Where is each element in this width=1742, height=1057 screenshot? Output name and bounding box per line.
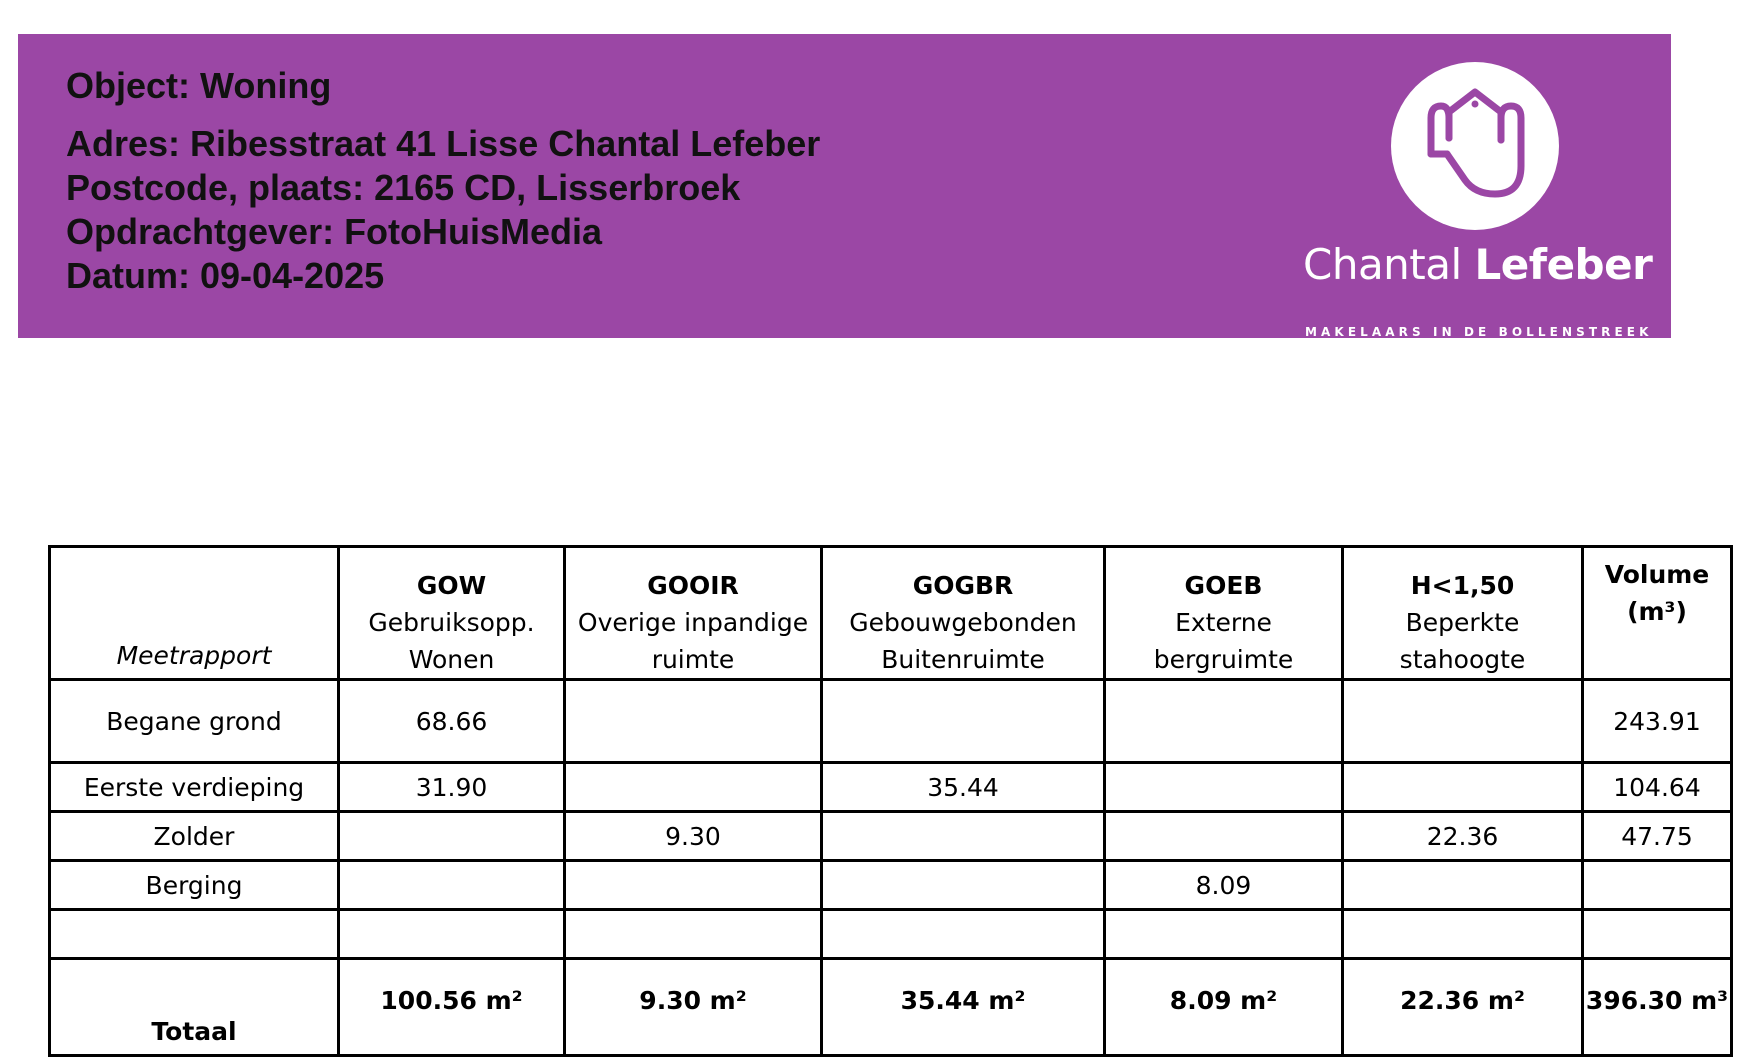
table-cell: 68.66 xyxy=(339,680,565,763)
table-cell xyxy=(1105,812,1343,861)
column-code: Volume xyxy=(1604,560,1710,589)
column-desc: Externe xyxy=(1175,608,1272,637)
corner-text: Meetrapport xyxy=(116,641,272,670)
table-cell xyxy=(565,861,822,910)
column-header xyxy=(565,547,822,680)
column-code: GOEB xyxy=(1184,571,1263,600)
column-code: GOGBR xyxy=(912,571,1014,600)
column-desc: Gebruiksopp. xyxy=(368,608,535,637)
object-line: Object: Woning xyxy=(66,65,332,106)
address-line: Adres: Ribesstraat 41 Lisse Chantal Lefeber xyxy=(66,123,821,164)
table-corner-label xyxy=(50,547,339,680)
table-cell xyxy=(1343,861,1583,910)
total-row xyxy=(50,959,1732,1056)
postcode-line: Postcode, plaats: 2165 CD, Lisserbroek xyxy=(66,167,741,208)
table-cell: 243.91 xyxy=(1583,680,1732,763)
column-desc: Gebouwgebonden xyxy=(849,608,1077,637)
total-cell: 8.09 m² xyxy=(1105,959,1343,1056)
table-cell xyxy=(1105,763,1343,812)
table-cell xyxy=(1105,910,1343,959)
total-cell: 35.44 m² xyxy=(822,959,1105,1056)
table-cell xyxy=(1343,763,1583,812)
tulip-house-icon xyxy=(1391,62,1559,230)
table-cell: 8.09 xyxy=(1105,861,1343,910)
logo-last-name: Lefeber xyxy=(1474,240,1653,289)
column-desc: Beperkte xyxy=(1405,608,1520,637)
table-cell xyxy=(822,910,1105,959)
company-logo xyxy=(1303,62,1653,339)
column-code: GOOIR xyxy=(647,571,739,600)
table-cell xyxy=(565,680,822,763)
measurement-table xyxy=(48,545,1733,1057)
row-label xyxy=(50,910,339,959)
column-desc: (m³) xyxy=(1627,597,1687,626)
table-cell: 31.90 xyxy=(339,763,565,812)
table-cell: 22.36 xyxy=(1343,812,1583,861)
row-label: Begane grond xyxy=(50,680,339,763)
logo-tagline: MAKELAARS IN DE BOLLENSTREEK xyxy=(1305,325,1653,339)
table-cell xyxy=(1343,910,1583,959)
logo-first-name: Chantal xyxy=(1303,240,1462,289)
column-header xyxy=(1583,547,1732,680)
table-cell xyxy=(1583,910,1732,959)
column-header xyxy=(822,547,1105,680)
table-cell xyxy=(339,910,565,959)
total-cell: 100.56 m² xyxy=(339,959,565,1056)
table-cell xyxy=(822,680,1105,763)
total-cell: 22.36 m² xyxy=(1343,959,1583,1056)
total-cell: 396.30 m³ xyxy=(1583,959,1732,1056)
row-label: Zolder xyxy=(50,812,339,861)
logo-wordmark xyxy=(1303,240,1653,289)
table-row xyxy=(50,763,1732,812)
table-cell xyxy=(339,861,565,910)
column-desc: bergruimte xyxy=(1153,645,1294,674)
table-cell xyxy=(822,812,1105,861)
column-code: GOW xyxy=(416,571,487,600)
column-header xyxy=(339,547,565,680)
column-desc: ruimte xyxy=(651,645,735,674)
table-row xyxy=(50,812,1732,861)
table-cell xyxy=(339,812,565,861)
table-cell xyxy=(565,763,822,812)
client-line: Opdrachtgever: FotoHuisMedia xyxy=(66,211,603,252)
total-cell: 9.30 m² xyxy=(565,959,822,1056)
table-row xyxy=(50,910,1732,959)
table-cell: 35.44 xyxy=(822,763,1105,812)
header-banner xyxy=(18,34,1671,338)
row-label: Eerste verdieping xyxy=(50,763,339,812)
table-header-row xyxy=(50,547,1732,680)
table-cell xyxy=(1105,680,1343,763)
table-cell: 104.64 xyxy=(1583,763,1732,812)
table-row xyxy=(50,680,1732,763)
table-cell xyxy=(565,910,822,959)
column-desc: Buitenruimte xyxy=(881,645,1045,674)
total-label: Totaal xyxy=(50,959,339,1056)
table-row xyxy=(50,861,1732,910)
row-label: Berging xyxy=(50,861,339,910)
column-desc: Wonen xyxy=(408,645,495,674)
table-cell: 47.75 xyxy=(1583,812,1732,861)
column-code: H<1,50 xyxy=(1410,571,1515,600)
table-cell xyxy=(822,861,1105,910)
column-header xyxy=(1105,547,1343,680)
column-desc: stahoogte xyxy=(1399,645,1526,674)
table-cell xyxy=(1343,680,1583,763)
table-cell xyxy=(1583,861,1732,910)
column-header xyxy=(1343,547,1583,680)
date-line: Datum: 09-04-2025 xyxy=(66,255,385,296)
column-desc: Overige inpandige xyxy=(577,608,809,637)
table-cell: 9.30 xyxy=(565,812,822,861)
